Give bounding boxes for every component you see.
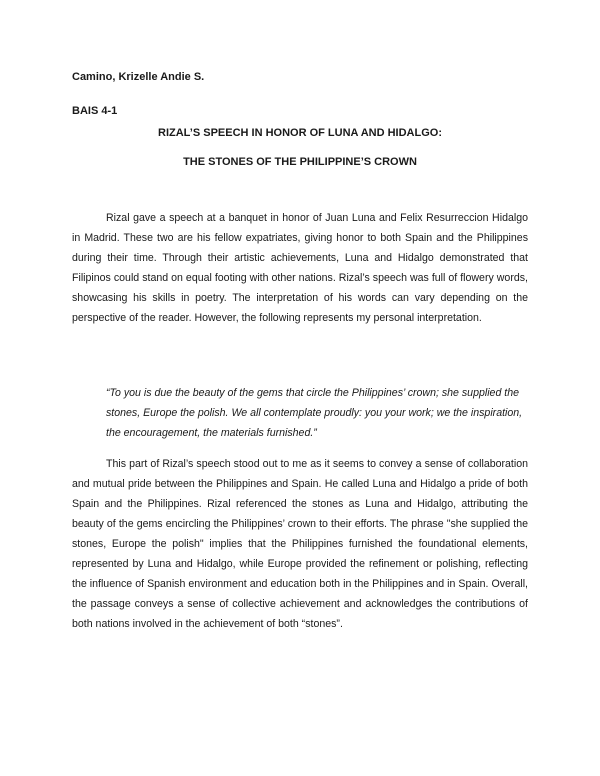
class-section: BAIS 4-1 (72, 105, 118, 117)
author-name: Camino, Krizelle Andie S. (72, 71, 205, 83)
paragraph-intro: Rizal gave a speech at a banquet in honor of Juan Luna and Felix Resurreccion Hidalgo in Madrid. These two are his fellow expatriates, giving honor to both Spain and the Philippines during their time. Through their artistic achievements, Luna and Hidalgo demonstrated that Filipinos could stand on equal footing with other nations. Rizal’s speech was full of flowery words, showcasing his skills in poetry. The interpretation of his words can vary depending on the perspective of the reader. However, the following represents my personal interpretation. (72, 212, 528, 324)
title-line-1: RIZAL’S SPEECH IN HONOR OF LUNA AND HIDALGO: (158, 127, 442, 139)
title-line-2: THE STONES OF THE PHILIPPINE’S CROWN (183, 156, 417, 168)
paragraph-analysis: This part of Rizal’s speech stood out to me as it seems to convey a sense of collaboration and mutual pride between the Philippines and Spain. He called Luna and Hidalgo a pride of both Spain and the Philippines. Rizal referenced the stones as Luna and Hidalgo, attributing the beauty of the gems encircling the Philippines’ crown to their efforts. The phrase "she supplied the stones, Europe the polish" implies that the Philippines furnished the foundational elements, represented by Luna and Hidalgo, while Europe provided the refinement or polishing, reflecting the influence of Spanish environment and education both in the Philippines and in Spain. Overall, the passage conveys a sense of collective achievement and acknowledges the contributions of both nations involved in the achievement of both “stones”. (72, 458, 528, 630)
speech-quote: “To you is due the beauty of the gems that circle the Philippines’ crown; she supplied the stones, Europe the polish. We all contemplate proudly: you your work; we the inspiration, the encouragement, the materials furnished.” (106, 387, 523, 439)
